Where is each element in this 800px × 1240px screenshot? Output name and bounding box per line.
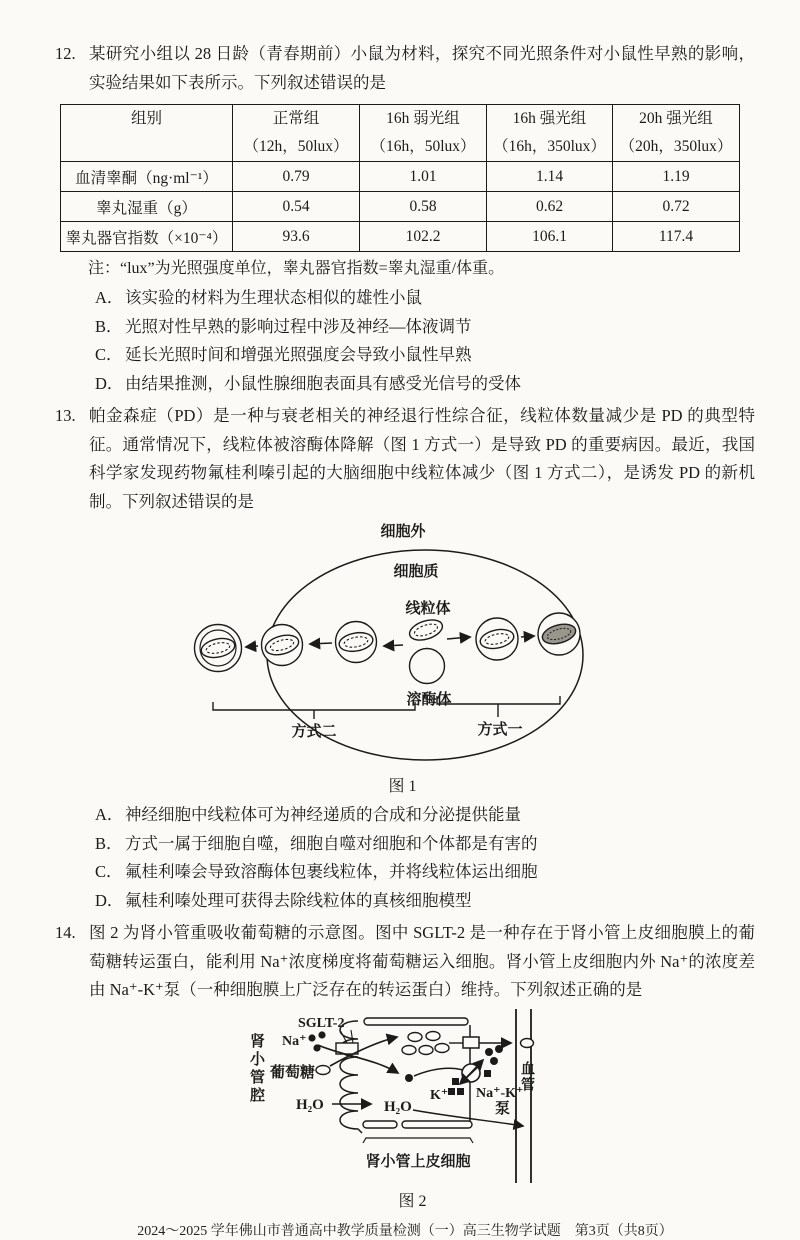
label-epithelial-cell: 肾小管上皮细胞 <box>365 1153 471 1170</box>
basal-junction-short <box>363 1121 397 1128</box>
q13-option-d: D． 氟桂利嗪处理可获得去除线粒体的真核细胞模型 <box>95 890 472 910</box>
glucose-molecule <box>419 1045 433 1054</box>
question-14-stem: 图 2 为肾小管重吸收葡萄糖的示意图。图中 SGLT-2 是一种存在于肾小管上皮细胞膜上的葡萄糖转运蛋白，能利用 Na⁺浓度梯度将葡萄糖运入细胞。肾小管上皮细胞内外 Na⁺的浓度差由 Na⁺-K⁺泵（一种细胞膜上广泛存在的转运蛋白）维持。下列叙述正确的是 <box>89 923 755 999</box>
autophagosome-mitochondrion <box>476 618 518 660</box>
glucose-molecule <box>316 1065 330 1074</box>
question-12-number: 12. <box>55 44 76 63</box>
q12-option-c: C． 延长光照时间和增强光照强度会导致小鼠性早熟 <box>95 345 472 364</box>
glucose-molecule <box>426 1031 440 1040</box>
table-header-row <box>61 105 740 162</box>
glucose-molecule <box>408 1032 422 1041</box>
label-h2o-cell: H₂O <box>384 1098 412 1115</box>
table-row-serum-testosterone: 血清睾酮（ng·ml⁻¹） 0.79 1.01 1.14 1.19 <box>61 162 740 192</box>
figure-1-caption: 图 1 <box>388 778 417 795</box>
basal-junction-long <box>402 1121 472 1128</box>
glucose-in-blood <box>521 1038 534 1047</box>
vesicle-mitochondrion-crossing-membrane <box>262 625 303 666</box>
label-k: K⁺ <box>430 1087 449 1103</box>
q12-options <box>95 284 755 398</box>
label-way1: 方式一 <box>477 722 523 738</box>
figure-1-cell-diagram <box>150 518 655 770</box>
way2-bracket <box>213 702 415 710</box>
question-13-number: 13. <box>55 406 76 425</box>
header-20h-bright-group: 20h 强光组 （20h，350lux） <box>613 105 740 162</box>
question-12 <box>55 40 755 398</box>
na-to-pump-curve <box>414 1068 463 1076</box>
label-sglt2: SGLT-2 <box>298 1015 345 1031</box>
k-ion-square <box>457 1088 464 1095</box>
label-lysosome: 溶酶体 <box>406 692 452 708</box>
lysosome <box>410 649 445 684</box>
na-ion-dot <box>308 1034 315 1041</box>
na-ion-dot <box>495 1045 503 1053</box>
mitochondrion <box>407 616 445 644</box>
arrow-left-3 <box>246 646 258 647</box>
extracellular-double-vesicle-mitochondrion <box>195 625 242 672</box>
label-tubule-lumen: 肾小管腔 <box>248 1032 264 1105</box>
brush-border-membrane <box>340 1021 362 1133</box>
glucose-molecule <box>435 1043 449 1052</box>
q12-option-b: B． 光照对性早熟的影响过程中涉及神经—体液调节 <box>95 316 472 336</box>
glut-carrier-protein <box>463 1037 479 1048</box>
q13-option-c: C． 氟桂利嗪会导致溶酶体包裹线粒体，并将线粒体运出细胞 <box>95 862 538 881</box>
na-ion-dot <box>485 1048 493 1056</box>
k-ion-square <box>484 1070 491 1077</box>
table-row-testis-organ-index: 睾丸器官指数（×10⁻⁴） 93.6 102.2 106.1 117.4 <box>61 222 740 252</box>
na-ion-dot <box>318 1031 325 1038</box>
label-way2: 方式二 <box>291 724 337 740</box>
figure-2-caption: 图 2 <box>398 1192 427 1210</box>
header-16h-bright-group: 16h 强光组 （16h，350lux） <box>487 105 613 162</box>
figure-2-tubule-diagram <box>230 1007 595 1185</box>
table-row-testis-wet-weight: 睾丸湿重（g） 0.54 0.58 0.62 0.72 <box>61 192 740 222</box>
q13-option-a: A． 神经细胞中线粒体可为神经递质的合成和分泌提供能量 <box>95 805 521 824</box>
k-ion-square <box>452 1078 459 1085</box>
q12-results-table <box>60 104 740 252</box>
label-na: Na⁺ <box>282 1033 307 1049</box>
degraded-mitochondrion-vesicle <box>538 613 580 655</box>
figure-2 <box>230 1007 595 1214</box>
label-glucose: 葡萄糖 <box>270 1064 316 1081</box>
label-na-k-pump: Na⁺-K⁺ <box>476 1085 524 1101</box>
arrow-left-1 <box>384 645 403 646</box>
label-mitochondrion: 线粒体 <box>405 601 451 617</box>
header-normal-group: 正常组 （12h，50lux） <box>233 105 360 162</box>
page-footer: 2024～2025 学年佛山市普通高中教学质量检测（一）高三生物学试题 第3页（共8页） <box>137 1223 673 1239</box>
question-13 <box>55 402 755 915</box>
na-ion-dot <box>490 1057 498 1065</box>
header-group: 组别 <box>61 105 233 162</box>
k-ion-square <box>448 1088 455 1095</box>
vesicle-mitochondrion-1 <box>336 622 377 663</box>
label-h2o-lumen: H₂O <box>296 1096 324 1113</box>
arrow-left-2 <box>310 643 332 644</box>
basal-lamina-line <box>363 1138 473 1143</box>
question-12-stem: 某研究小组以 28 日龄（青春期前）小鼠为材料，探究不同光照条件对小鼠性早熟的影响，实验结果如下表所示。下列叙述错误的是 <box>89 44 755 92</box>
q12-option-a: A． 该实验的材料为生理状态相似的雄性小鼠 <box>95 288 422 307</box>
figure-1 <box>150 518 655 799</box>
way1-bracket <box>437 696 560 704</box>
na-ion-dot <box>405 1074 413 1082</box>
label-extracellular: 细胞外 <box>380 524 426 540</box>
question-13-stem: 帕金森症（PD）是一种与衰老相关的神经退行性综合征，线粒体数量减少是 PD 的典型特征。通常情况下，线粒体被溶酶体降解（图 1 方式一）是导致 PD 的重要病因。最近，我国科学家发现药物氟桂利嗪引起的大脑细胞中线粒体减少（图 1 方式二），是诱发 PD 的新机制。下列叙述错误的是 <box>89 406 755 511</box>
q12-option-d: D． 由结果推测，小鼠性腺细胞表面具有感受光信号的受体 <box>95 373 521 393</box>
arrow-right-2 <box>521 636 534 637</box>
apical-tight-junction <box>364 1018 468 1025</box>
label-pump: 泵 <box>495 1100 511 1117</box>
header-16h-dim-group: 16h 弱光组 （16h，50lux） <box>360 105 487 162</box>
question-14-number: 14. <box>55 923 76 942</box>
glucose-molecule <box>402 1045 416 1054</box>
arrow-right-1 <box>447 637 470 639</box>
question-14 <box>55 919 755 1214</box>
label-blood-vessel: 血管 <box>519 1060 534 1093</box>
q12-table-note: 注：“lux”为光照强度单位，睾丸器官指数=睾丸湿重/体重。 <box>88 260 505 277</box>
q13-option-b: B． 方式一属于细胞自噬，细胞自噬对细胞和个体都是有害的 <box>95 833 538 853</box>
label-cytoplasm: 细胞质 <box>393 564 439 580</box>
q13-options <box>95 801 755 915</box>
